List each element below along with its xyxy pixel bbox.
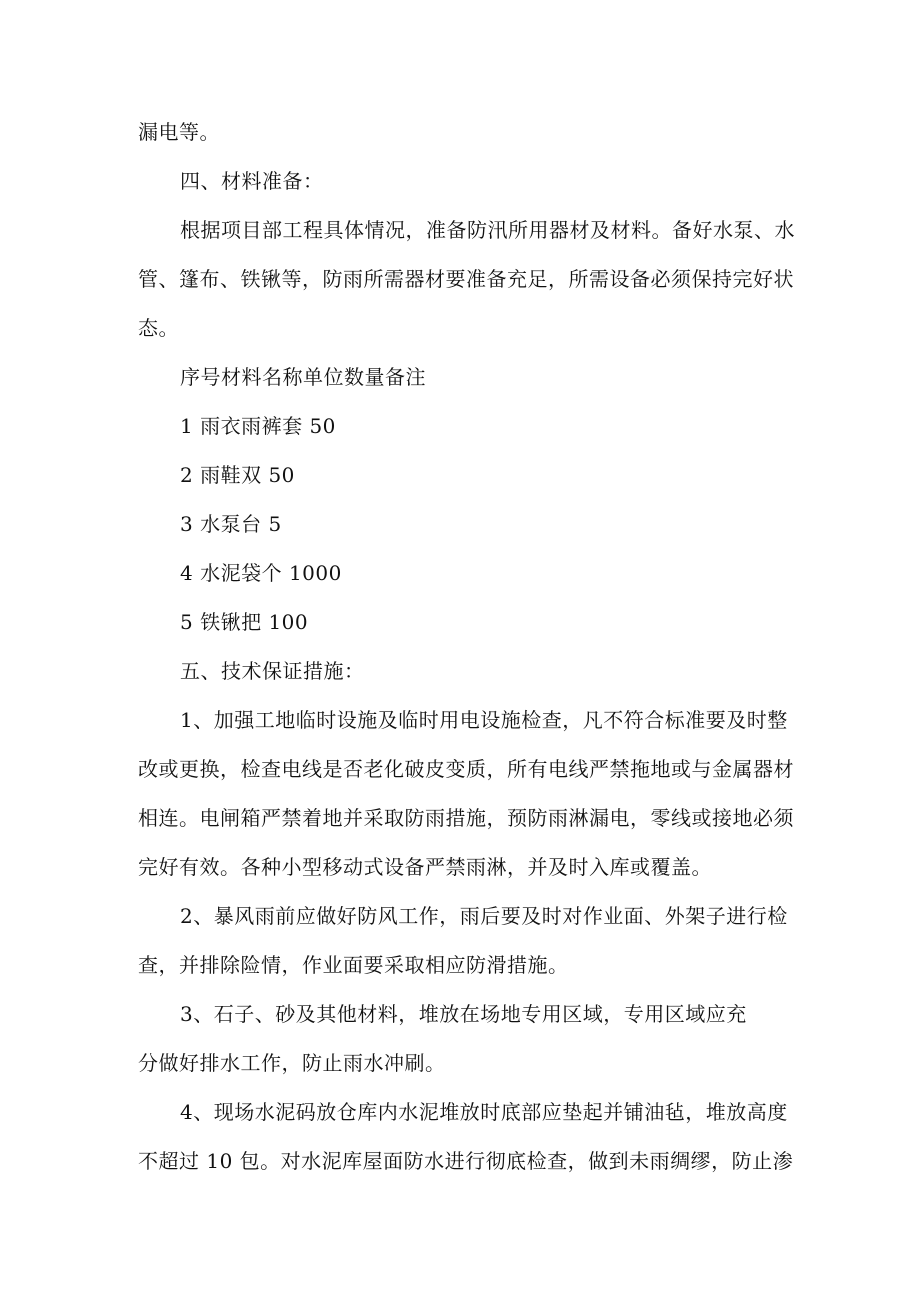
section-heading-measures: 五、技术保证措施： [180,659,365,683]
paragraph-line: 3、石子、砂及其他材料，堆放在场地专用区域，专用区域应充 [180,1002,747,1026]
paragraph-line: 查，并排除险情，作业面要采取相应防滑措施。 [138,953,569,977]
paragraph-line: 相连。电闸箱严禁着地并采取防雨措施，预防雨淋漏电，零线或接地必须 [138,806,794,830]
paragraph-line: 根据项目部工程具体情况，准备防汛所用器材及材料。备好水泵、水 [180,218,795,242]
table-row: 2 雨鞋双 50 [180,463,295,487]
paragraph-line: 不超过 10 包。对水泥库屋面防水进行彻底检查，做到未雨绸缪，防止渗 [138,1149,794,1173]
paragraph-line: 态。 [138,316,179,340]
table-row: 4 水泥袋个 1000 [180,561,342,585]
paragraph-line: 4、现场水泥码放仓库内水泥堆放时底部应垫起并铺油毡，堆放高度 [180,1100,788,1124]
paragraph-line: 2、暴风雨前应做好防风工作，雨后要及时对作业面、外架子进行检 [180,904,788,928]
table-header-line: 序号材料名称单位数量备注 [180,365,426,389]
paragraph-line: 管、篷布、铁锹等，防雨所需器材要准备充足，所需设备必须保持完好状 [138,267,794,291]
section-heading-materials: 四、材料准备： [180,169,324,193]
table-row: 5 铁锹把 100 [180,610,309,634]
paragraph-line: 完好有效。各种小型移动式设备严禁雨淋，并及时入库或覆盖。 [138,855,712,879]
table-row: 1 雨衣雨裤套 50 [180,414,336,438]
table-row: 3 水泵台 5 [180,512,282,536]
paragraph-line: 分做好排水工作，防止雨水冲刷。 [138,1051,446,1075]
text-line-continuation: 漏电等。 [138,120,220,144]
paragraph-line: 1、加强工地临时设施及临时用电设施检查，凡不符合标准要及时整 [180,708,788,732]
paragraph-line: 改或更换，检查电线是否老化破皮变质，所有电线严禁拖地或与金属器材 [138,757,794,781]
